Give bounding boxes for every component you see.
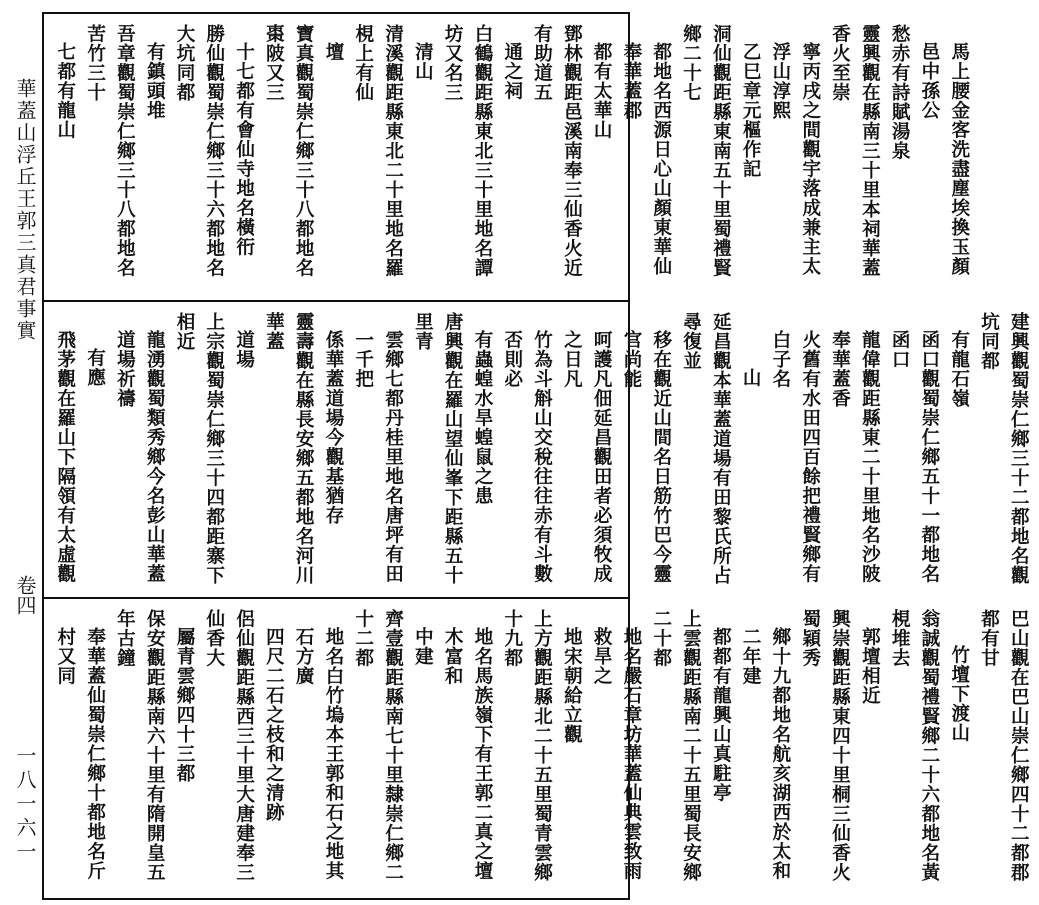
- text-column: 竹為斗斛山交稅往往赤有斗數否則必: [501, 330, 553, 584]
- text-column: 馬上腰金客洗盡塵埃換玉顏邑中孫公: [918, 42, 970, 276]
- text-column: 寧丙戌之間觀宇落成兼主太浮山淳熙: [769, 42, 821, 276]
- text-column: 鄉十九都地名航亥湖西於太和二年建: [740, 627, 791, 881]
- text-column: 寶真觀蜀崇仁鄉三十八都地名棗陂又三: [263, 24, 315, 278]
- text-column: 壇: [322, 42, 344, 62]
- text-column: 勝仙觀蜀崇仁鄉三十六都地名大坑同都: [173, 24, 225, 278]
- text-column: 中建: [412, 627, 434, 666]
- text-column: 齊壹觀距縣南七十里隸崇仁鄉二十二都: [352, 609, 404, 882]
- text-column: 都都有龍興山真駐亭: [710, 627, 732, 803]
- text-band-middle: [44, 302, 1030, 597]
- text-band-top: [44, 14, 970, 300]
- text-column: 山: [740, 368, 762, 388]
- text-column: 都有太華山: [591, 42, 613, 140]
- text-column: 上方觀距縣北二十五里蜀青雲鄉十九都: [501, 609, 553, 882]
- text-column: 雲鄉七都丹桂里地名唐坪有田一千把: [352, 330, 404, 584]
- text-column: 龍湧觀蜀類秀鄉今名彭山華蓋道場祈禱: [114, 330, 166, 584]
- text-column: 洞仙觀距縣東南五十里蜀禮賢鄉二十七: [680, 24, 732, 278]
- text-column: 奉華蓋仙蜀崇仁鄉十都地名斤村又同: [54, 627, 106, 881]
- text-column: 竹壇下渡山: [948, 645, 970, 743]
- text-column: 十七都有會仙寺地名橫衎: [233, 42, 255, 257]
- text-column: 靈壽觀在縣長安鄉五都地名河川華蓋: [263, 312, 315, 585]
- text-column: 飛茅觀在羅山下隔領有太虛觀: [54, 330, 76, 584]
- text-column: 清山: [412, 42, 434, 81]
- text-column: 清溪觀距縣東北二十里地名羅梘上有仙: [352, 24, 404, 278]
- text-column: 乙巳章元樞作記: [740, 42, 762, 179]
- text-column: 有應: [84, 348, 106, 387]
- text-column: 巴山觀在巴山崇仁鄉四十二都郡都有甘: [978, 609, 1030, 882]
- text-column: 白鶴觀距縣東北三十里地名譚坊又名三: [442, 24, 493, 278]
- text-column: 有龍石嶺: [948, 330, 970, 408]
- text-column: 建興觀蜀崇仁鄉三十二都地名觀坑同都: [978, 312, 1030, 585]
- text-column: 上雲觀距縣南二十五里蜀長安鄉二十都: [650, 609, 702, 882]
- text-column: 保安觀距縣南六十里有隋開皇五年古鐘: [114, 609, 166, 882]
- text-column: 七都有龍山: [54, 42, 76, 140]
- text-column: 郭壇相近: [859, 627, 881, 705]
- text-column: 吾章觀蜀崇仁鄉三十八都地名苦竹三十: [84, 24, 136, 278]
- text-column: 鄧林觀距邑溪南奉三仙香火近有助道五: [531, 24, 583, 278]
- text-column: 通之祠: [501, 42, 523, 101]
- text-column: 地名馬族嶺下有王郭二真之壇木富和: [442, 627, 493, 881]
- text-column: 上宗觀蜀崇仁鄉三十四都距寨下相近: [173, 312, 225, 585]
- text-column: 翁誠觀蜀禮賢鄉二十六都地名黃梘堆去: [889, 609, 940, 882]
- text-column: 函口觀蜀崇仁鄉五十一都地名函口: [889, 330, 940, 584]
- text-column: 延昌觀本華蓋道場有田黎氏所占尋復並: [680, 312, 732, 585]
- text-column: 興崇觀距縣東四十里桐三仙香火蜀穎秀: [799, 609, 851, 882]
- text-column: 移在觀近山間名日筋竹巴今靈官尚能: [620, 330, 672, 584]
- text-column: 屬青雲鄉四十三都: [173, 627, 195, 783]
- text-column: 有蟲蝗水旱蝗鼠之患: [471, 330, 493, 506]
- text-column: 火舊有水田四百餘把禮賢鄉有白子名: [769, 330, 821, 584]
- text-column: 愁赤有詩賦湯泉: [889, 24, 911, 161]
- text-column: 地名白竹塢本王郭和石之地其石方廣: [293, 627, 344, 881]
- text-column: 靈興觀在縣南三十里本祠華蓋香火至崇: [829, 24, 881, 278]
- text-column: 有鎮頭堆: [144, 42, 166, 120]
- text-column: 呵護凡佃延昌觀田者必須牧成之日凡: [561, 330, 613, 584]
- text-column: 都地名西源日心山顏東華仙奉華蓋郡: [620, 42, 672, 276]
- page-number: 一八一六一: [13, 745, 37, 865]
- text-column: 侶仙觀距縣西三十里大唐建奉三仙香大: [203, 609, 255, 882]
- text-column: 龍偉觀距縣東二十里地名沙陂奉華蓋香: [829, 330, 881, 584]
- text-band-bottom: [44, 599, 1030, 898]
- text-column: 地宋朝給立觀: [561, 627, 583, 744]
- volume-label: 卷四: [13, 575, 37, 615]
- text-column: 地名嚴石章坊華蓋仙典雲致雨救旱之: [591, 627, 642, 881]
- text-column: 唐興觀在羅山望仙峯下距縣五十里青: [412, 312, 464, 585]
- text-column: 係華蓋道場今觀基猶存: [322, 330, 344, 525]
- book-title: 華蓋山浮丘王郭三真君事實: [13, 78, 37, 342]
- text-column: 道場: [233, 330, 255, 369]
- text-column: 四尺二石之枝和之清跡: [263, 627, 285, 822]
